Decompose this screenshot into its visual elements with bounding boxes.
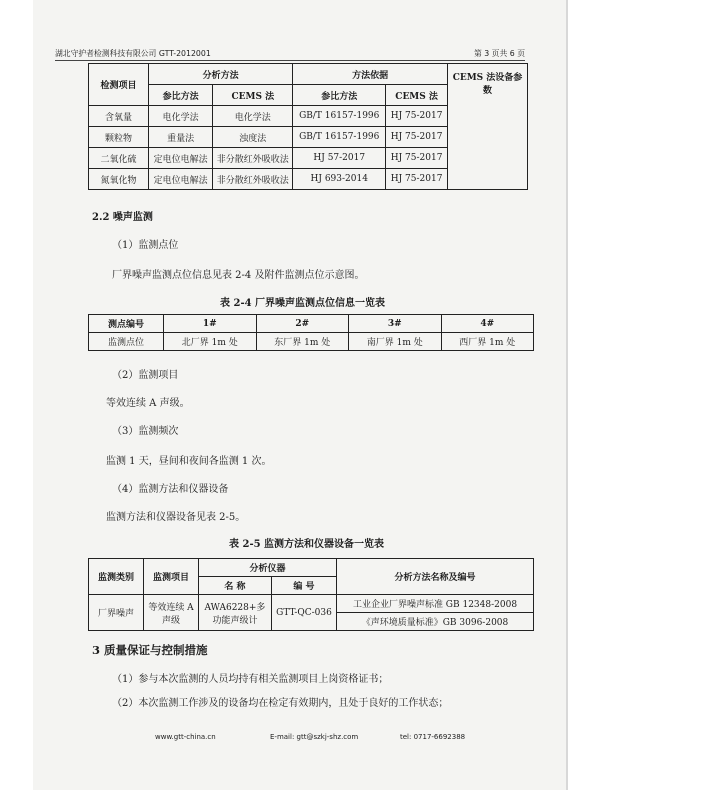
paragraph: （4）监测方法和仪器设备 [112,484,229,495]
cell: 《声环境质量标准》GB 3096-2008 [337,613,534,631]
cell: 北厂界 1m 处 [164,333,257,351]
page-header [55,48,525,59]
paragraph: 厂界噪声监测点位信息见表 2-4 及附件监测点位示意图。 [112,270,365,281]
paragraph: （3）监测频次 [112,426,179,437]
paragraph: （2）监测项目 [112,370,179,381]
table-2-5-caption: 表 2-5 监测方法和仪器设备一览表 [229,539,385,550]
cell: HJ 75-2017 [386,106,448,127]
cell: 名 称 [199,577,272,595]
cell: 等效连续 A 声级 [144,595,199,631]
header-company: 湖北守护者检测科技有限公司 GTT-2012001 [55,49,211,58]
table-2-4-caption: 表 2-4 厂界噪声监测点位信息一览表 [220,298,386,309]
cell: 监测类别 [89,559,144,595]
cell: 定电位电解法 [149,148,213,169]
noise-point-table [88,314,534,351]
cell: 定电位电解法 [149,169,213,190]
footer-website: www.gtt-china.cn [155,733,216,741]
cell: 分析方法名称及编号 [337,559,534,595]
paragraph: 等效连续 A 声级。 [106,398,190,409]
cell: 3# [349,315,442,333]
cell: 颗粒物 [89,127,149,148]
th-ref-method: 参比方法 [149,85,213,106]
cell: 西厂界 1m 处 [441,333,534,351]
th-ref-basis: 参比方法 [293,85,386,106]
cell: 编 号 [272,577,337,595]
cell: 工业企业厂界噪声标准 GB 12348-2008 [337,595,534,613]
cell: 2# [256,315,349,333]
footer-phone: tel: 0717-6692388 [400,733,466,741]
cell: 监测项目 [144,559,199,595]
footer-email: E-mail: gtt@szkj-shz.com [270,733,359,741]
cell: 南厂界 1m 处 [349,333,442,351]
cell: 监测点位 [89,333,164,351]
cell: 电化学法 [213,106,293,127]
cell: GB/T 16157-1996 [293,106,386,127]
cell: 分析仪器 [199,559,337,577]
cell: 4# [441,315,534,333]
table-row [89,595,534,613]
table-row [89,333,534,351]
cell: AWA6228+多功能声级计 [199,595,272,631]
th-cems-basis: CEMS 法 [386,85,448,106]
cell: 电化学法 [149,106,213,127]
cell: HJ 75-2017 [386,169,448,190]
cell: HJ 693-2014 [293,169,386,190]
instrument-table [88,558,534,631]
header-page-number: 第 3 页共 6 页 [473,49,525,58]
th-cems-params: CEMS 法设备参数 [448,64,528,190]
paragraph: （2）本次监测工作涉及的设备均在检定有效期内，且处于良好的工作状态； [112,698,449,709]
header-divider [55,60,525,61]
paragraph: （1）监测点位 [112,240,179,251]
section-3-heading: 3 质量保证与控制措施 [92,643,208,657]
cell: HJ 75-2017 [386,148,448,169]
th-method: 分析方法 [149,64,293,85]
cell: 二氧化硫 [89,148,149,169]
cell: 1# [164,315,257,333]
cell: GB/T 16157-1996 [293,127,386,148]
cell: 氮氧化物 [89,169,149,190]
paragraph: 监测 1 天，昼间和夜间各监测 1 次。 [106,456,272,467]
cell: 测点编号 [89,315,164,333]
cell: 浊度法 [213,127,293,148]
cell: GTT-QC-036 [272,595,337,631]
method-table [88,63,528,190]
th-item: 检测项目 [89,64,149,106]
cell: 含氧量 [89,106,149,127]
cell: HJ 75-2017 [386,127,448,148]
cell: HJ 57-2017 [293,148,386,169]
cell: 非分散红外吸收法 [213,148,293,169]
paragraph: 监测方法和仪器设备见表 2-5。 [106,512,246,523]
cell: 东厂界 1m 处 [256,333,349,351]
section-2-2-heading: 2.2 噪声监测 [92,212,153,223]
cell: 非分散红外吸收法 [213,169,293,190]
stamp-mark [533,310,563,450]
cell: 厂界噪声 [89,595,144,631]
th-basis: 方法依据 [293,64,448,85]
cell: 重量法 [149,127,213,148]
paragraph: （1）参与本次监测的人员均持有相关监测项目上岗资格证书； [112,674,389,685]
th-cems-method: CEMS 法 [213,85,293,106]
